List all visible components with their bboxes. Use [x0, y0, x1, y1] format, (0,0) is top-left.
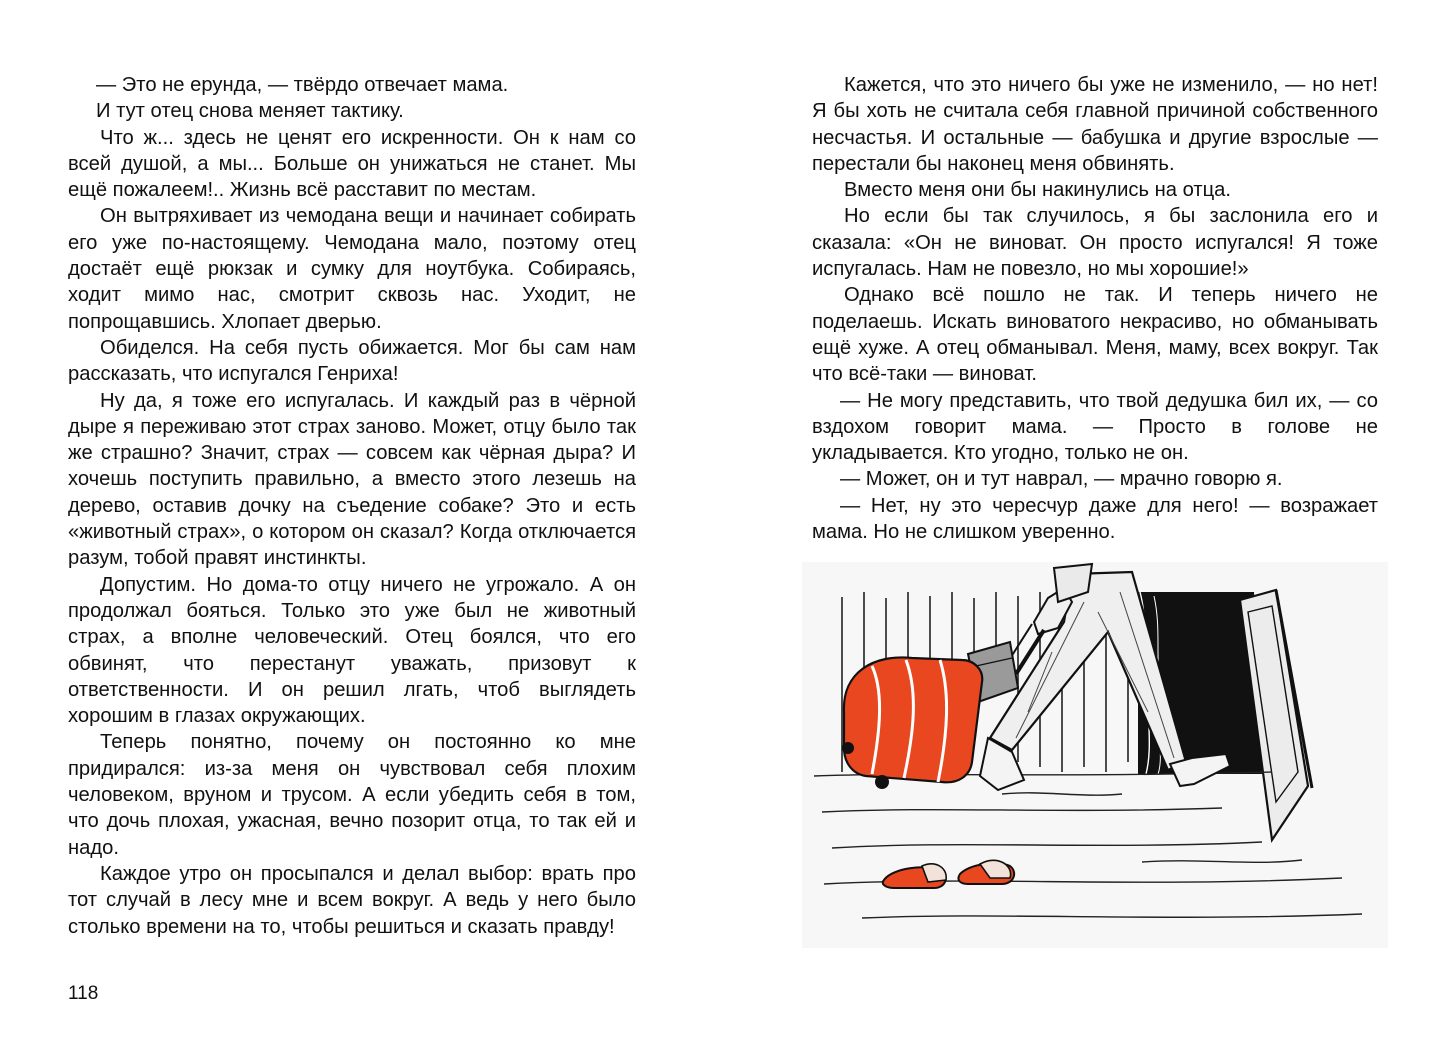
paragraph: — Нет, ну это чересчур даже для него! — возражает мама. Но не слишком уверенно. — [812, 494, 1378, 544]
left-text-column — [68, 72, 636, 940]
paragraph: — Это не ерунда, — твёрдо отвечает мама. — [96, 74, 509, 96]
page-number: 118 — [68, 983, 99, 1004]
paragraph: Кажется, что это ничего бы уже не изменило, — но нет! Я бы хоть не считала себя главной причиной собственного несчастья. И остальные — бабушка и другие взрослые — перестали бы наконец меня обвинять. — [812, 74, 1378, 175]
paragraph: Допустим. Но дома-то отцу ничего не угрожало. А он продолжал бояться. Только это уже был не животный страх, а вполне человеческий. Отец боялся, что его обвинят, что перестанут уважать, призовут к ответственности. И он решил лгать, чтоб выглядеть хорошим в глазах окружающих. — [68, 573, 636, 728]
right-text-column — [812, 72, 1378, 545]
paragraph: Вместо меня они бы накинулись на отца. — [844, 179, 1232, 202]
slippers — [883, 860, 1014, 888]
paragraph: И тут отец снова меняет тактику. — [96, 100, 404, 123]
paragraph: Он вытряхивает из чемодана вещи и начинает собирать его уже по-настоящему. Чемодана мало, поэтому отец достаёт ещё рюкзак и сумку для ноутбука. Собираясь, ходит мимо нас, смотрит сквозь нас. Уходит, не попрощавшись. Хлопает дверью. — [68, 205, 636, 333]
orange-suitcase — [842, 657, 982, 789]
paragraph: Но если бы так случилось, я бы заслонила его и сказала: «Он не виноват. Он просто испугался! Я тоже испугалась. Нам не повезло, но мы хорошие!» — [812, 205, 1378, 281]
paragraph: Ну да, я тоже его испугалась. И каждый раз в чёрной дыре я переживаю этот страх заново. Может, отцу было так же страшно? Значит, страх — совсем как чёрная дыра? И хочешь поступить правильно, а вместо этого лезешь на дерево, оставив дочку на съедение собаке? Это и есть «животный страх», о котором он сказал? Когда отключается разум, тобой правят инстинкты. — [68, 389, 636, 570]
illustration-man-leaving-with-suitcase — [802, 562, 1388, 948]
paragraph: — Не могу представить, что твой дедушка бил их, — со вздохом говорит мама. — Просто в голове не укладывается. Кто угодно, только не он. — [812, 389, 1378, 465]
paragraph: Теперь понятно, почему он постоянно ко мне придирался: из-за меня он чувствовал себя плохим человеком, вруном и трусом. А если убедить себя в том, что дочь плохая, ужасная, вечно позорит отца, то так ей и надо. — [68, 731, 636, 859]
paragraph: Обиделся. На себя пусть обижается. Мог бы сам нам рассказать, что испугался Генриха! — [68, 336, 636, 386]
paragraph: — Может, он и тут наврал, — мрачно говорю я. — [840, 468, 1283, 491]
paragraph: Что ж... здесь не ценят его искренности. Он к нам со всей душой, а мы... Больше он унижаться не станет. Мы ещё пожалеем!.. Жизнь всё расставит по местам. — [68, 126, 636, 202]
paragraph: Каждое утро он просыпался и делал выбор: врать про тот случай в лесу мне и всем вокруг. А ведь у него было столько времени на то, чтобы решиться и сказать правду! — [68, 862, 636, 938]
paragraph: Однако всё пошло не так. И теперь ничего не поделаешь. Искать виноватого некрасиво, но обманывать ещё хуже. А отец обманывал. Меня, маму, всех вокруг. Так что всё-таки — виноват. — [812, 284, 1378, 386]
